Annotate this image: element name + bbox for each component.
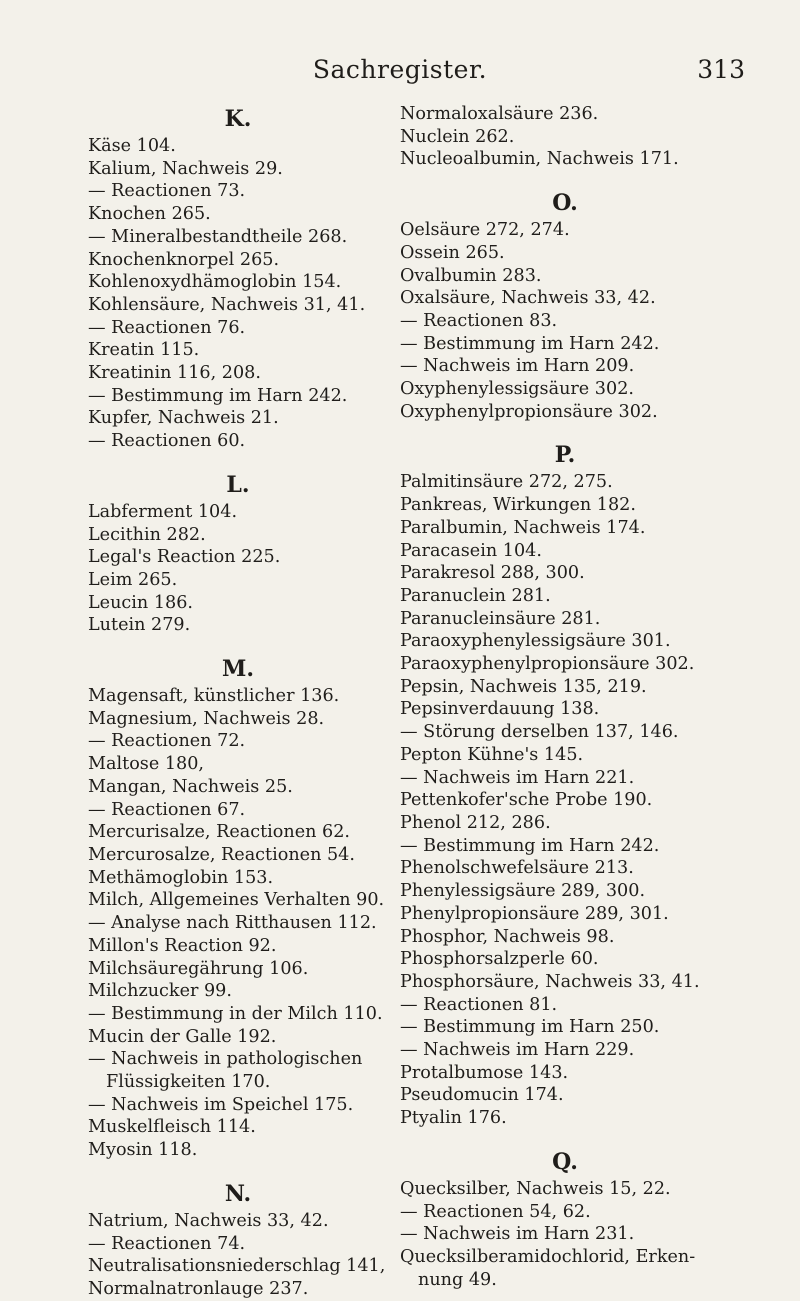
index-entry: Neutralisationsniederschlag 141, (88, 1256, 386, 1277)
index-entry: Mercurisalze, Reactionen 62. (88, 822, 351, 843)
section-letter-k: K. (224, 106, 252, 132)
index-entry: Kreatin 115. (88, 340, 200, 361)
index-entry: Knochen 265. (88, 204, 211, 225)
index-entry: Mucin der Galle 192. (88, 1026, 277, 1047)
index-entry: Paraoxyphenylessigsäure 301. (400, 631, 671, 652)
page-title: Sachregister. (312, 55, 488, 84)
section-p (400, 471, 730, 1129)
section-letter-m: M. (221, 656, 254, 683)
index-entry: Magensaft, künstlicher 136. (88, 686, 340, 707)
index-entry: Flüssigkeiten 170. (106, 1072, 271, 1093)
index-entry: Myosin 118. (88, 1140, 198, 1161)
index-entry: — Bestimmung im Harn 242. (88, 385, 348, 406)
index-entry: Oelsäure 272, 274. (400, 220, 570, 241)
page-header (0, 55, 800, 95)
section-o (400, 219, 730, 423)
index-entry: Protalbumose 143. (400, 1062, 569, 1083)
index-entry: Legal's Reaction 225. (88, 547, 281, 568)
index-entry: Quecksilber, Nachweis 15, 22. (400, 1178, 671, 1199)
section-k (88, 135, 388, 453)
index-entry: Mercurosalze, Reactionen 54. (88, 844, 355, 865)
index-entry: Kohlenoxydhämoglobin 154. (88, 272, 342, 293)
index-entry: Kupfer, Nachweis 21. (88, 408, 279, 429)
index-entry: — Nachweis im Speichel 175. (88, 1094, 354, 1115)
index-entry: Käse 104. (88, 136, 176, 156)
index-entry: Pseudomucin 174. (400, 1085, 564, 1106)
index-entry: Paraoxyphenylpropionsäure 302. (400, 654, 695, 675)
index-entry: Millon's Reaction 92. (88, 935, 277, 956)
index-entry: Phosphor, Nachweis 98. (400, 926, 615, 947)
section-l (88, 501, 388, 637)
index-entry: Paracasein 104. (400, 540, 542, 561)
index-entry: — Reactionen 74. (88, 1233, 246, 1254)
index-entry: — Nachweis im Harn 221. (400, 767, 635, 788)
index-entry: Pankreas, Wirkungen 182. (400, 495, 636, 516)
index-entry: — Mineralbestandtheile 268. (88, 226, 348, 247)
index-entry: — Reactionen 54, 62. (400, 1201, 591, 1222)
index-entry: Normaloxalsäure 236. (400, 104, 599, 124)
section-letter-n: N. (224, 1180, 252, 1207)
index-entry: Parakresol 288, 300. (400, 563, 585, 584)
index-entry: — Reactionen 72. (88, 731, 246, 752)
section-q (400, 1178, 730, 1292)
index-entry: Lutein 279. (88, 615, 191, 636)
index-entry: nung 49. (418, 1269, 497, 1290)
index-entry: — Reactionen 73. (88, 181, 246, 202)
index-entry: — Bestimmung im Harn 250. (400, 1017, 660, 1038)
index-entry: — Bestimmung in der Milch 110. (88, 1003, 383, 1024)
index-entry: Phosphorsäure, Nachweis 33, 41. (400, 971, 700, 992)
section-letter-p: P. (554, 442, 576, 469)
index-entry: Phenolschwefelsäure 213. (400, 858, 634, 879)
section-letter-q: Q. (552, 1148, 578, 1175)
index-entry: Ovalbumin 283. (400, 265, 542, 286)
index-entry: Kreatinin 116, 208. (88, 363, 261, 384)
index-entry: Leucin 186. (88, 592, 194, 613)
index-entry: — Reactionen 83. (400, 310, 558, 331)
section-letter-o: O. (552, 190, 578, 217)
section-letter-l: L. (226, 471, 250, 498)
index-entry: Pepsinverdauung 138. (400, 699, 600, 720)
index-entry: — Reactionen 76. (88, 317, 246, 338)
index-entry: Nucleoalbumin, Nachweis 171. (400, 149, 679, 170)
index-entry: Normalnatronlauge 237. (88, 1278, 309, 1299)
index-entry: Lecithin 282. (88, 524, 206, 545)
index-entry: Kalium, Nachweis 29. (88, 158, 283, 179)
section-m (88, 685, 388, 1162)
index-entry: — Nachweis im Harn 229. (400, 1040, 635, 1061)
index-entry: — Analyse nach Ritthausen 112. (88, 913, 377, 934)
index-entry: Maltose 180, (88, 754, 205, 775)
index-entry: — Nachweis im Harn 231. (400, 1224, 635, 1245)
section-n-continued (400, 103, 730, 171)
index-entry: Mangan, Nachweis 25. (88, 776, 293, 797)
index-entry: — Reactionen 81. (400, 994, 558, 1015)
left-column (88, 103, 388, 1301)
index-entry: Oxyphenylpropionsäure 302. (400, 401, 658, 422)
index-entry: — Reactionen 67. (88, 799, 246, 820)
index-entry: Ptyalin 176. (400, 1108, 507, 1129)
index-entry: Phenylessigsäure 289, 300. (400, 881, 646, 902)
index-entry: — Störung derselben 137, 146. (400, 722, 679, 743)
index-entry: Nuclein 262. (400, 126, 515, 147)
index-entry: Milchsäuregährung 106. (88, 958, 309, 979)
index-entry: — Nachweis im Harn 209. (400, 356, 635, 377)
index-entry: Ossein 265. (400, 242, 505, 263)
section-n (88, 1210, 388, 1301)
index-entry: — Reactionen 60. (88, 431, 246, 452)
index-entry: Palmitinsäure 272, 275. (400, 472, 613, 493)
index-entry: — Bestimmung im Harn 242. (400, 333, 660, 354)
index-entry: Kohlensäure, Nachweis 31, 41. (88, 294, 366, 315)
index-entry: Muskelfleisch 114. (88, 1117, 256, 1138)
index-entry: Pettenkofer'sche Probe 190. (400, 790, 653, 811)
right-column (400, 103, 730, 1291)
index-entry: Natrium, Nachweis 33, 42. (88, 1210, 329, 1231)
index-entry: Quecksilberamidochlorid, Erken- (400, 1246, 696, 1267)
index-entry: Phosphorsalzperle 60. (400, 949, 599, 970)
index-entry: Magnesium, Nachweis 28. (88, 708, 325, 729)
index-entry: Oxalsäure, Nachweis 33, 42. (400, 288, 656, 309)
index-entry: Oxyphenylessigsäure 302. (400, 379, 634, 400)
index-entry: Labferment 104. (88, 501, 238, 522)
index-entry: Paranucleinsäure 281. (400, 608, 601, 629)
index-entry: Knochenknorpel 265. (88, 249, 280, 270)
index-entry: Paralbumin, Nachweis 174. (400, 517, 646, 538)
index-entry: Leim 265. (88, 569, 178, 590)
index-entry: — Nachweis in pathologischen (88, 1049, 363, 1070)
index-entry: Pepton Kühne's 145. (400, 744, 584, 765)
index-entry: Phenylpropionsäure 289, 301. (400, 903, 669, 924)
index-entry: Pepsin, Nachweis 135, 219. (400, 676, 647, 697)
index-entry: — Bestimmung im Harn 242. (400, 835, 660, 856)
index-entry: Milchzucker 99. (88, 981, 232, 1002)
page-number: 313 (697, 55, 745, 84)
index-entry: Phenol 212, 286. (400, 812, 551, 833)
index-entry: Paranuclein 281. (400, 585, 551, 606)
index-entry: Milch, Allgemeines Verhalten 90. (88, 890, 385, 911)
index-entry: Methämoglobin 153. (88, 867, 274, 888)
